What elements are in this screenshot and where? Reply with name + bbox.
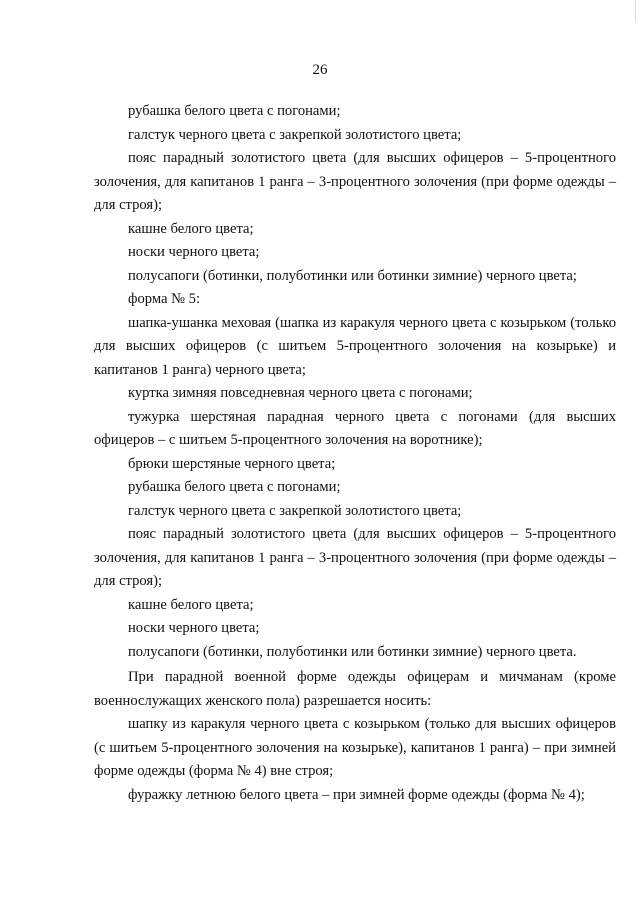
paragraph: галстук черного цвета с закрепкой золотистого цвета;: [128, 126, 462, 143]
paragraph: носки черного цвета;: [128, 620, 260, 636]
paragraph: брюки шерстяные черного цвета;: [128, 455, 336, 472]
paragraph: форма № 5:: [128, 291, 201, 307]
paragraph: пояс парадный золотистого цвета (для высших офицеров – 5-процентного золочения, для капитанов 1 ранга – 3-процентного золочения (при форме одежды – для строя);: [94, 150, 616, 213]
paragraph: куртка зимняя повседневная черного цвета с погонами;: [128, 385, 473, 401]
paragraph: кашне белого цвета;: [128, 220, 254, 237]
paragraph: галстук черного цвета с закрепкой золотистого цвета;: [128, 502, 462, 519]
paragraph: тужурка шерстяная парадная черного цвета с погонами (для высших офицеров – с шитьем 5-процентного золочения на воротнике);: [94, 408, 616, 448]
paragraph: полусапоги (ботинки, полуботинки или ботинки зимние) черного цвета.: [128, 643, 577, 660]
paragraph: фуражку летнюю белого цвета – при зимней форме одежды (форма № 4);: [128, 786, 585, 803]
scan-edge-mark: [635, 0, 636, 22]
paragraph: кашне белого цвета;: [128, 596, 254, 613]
paragraph: пояс парадный золотистого цвета (для высших офицеров – 5-процентного золочения, для капитанов 1 ранга – 3-процентного золочения (при форме одежды – для строя);: [94, 526, 616, 589]
page-number: 26: [312, 62, 328, 78]
paragraph: рубашка белого цвета с погонами;: [128, 479, 341, 495]
paragraph: шапка-ушанка меховая (шапка из каракуля черного цвета с козырьком (только для высших офицеров (с шитьем 5-процентного золочения на козырьке) и капитанов 1 ранга) черного цвета;: [94, 314, 616, 378]
paragraph: носки черного цвета;: [128, 244, 260, 260]
paragraph: рубашка белого цвета с погонами;: [128, 103, 341, 119]
paragraph: шапку из каракуля черного цвета с козырьком (только для высших офицеров (с шитьем 5-процентного золочения на козырьке), капитанов 1 ранга) – при зимней форме одежды (форма № 4) вне строя;: [94, 716, 616, 779]
paragraph: При парадной военной форме одежды офицерам и мичманам (кроме военнослужащих женского пола) разрешается носить:: [94, 669, 616, 709]
document-body: [94, 100, 616, 807]
paragraph: полусапоги (ботинки, полуботинки или ботинки зимние) черного цвета;: [128, 267, 577, 284]
